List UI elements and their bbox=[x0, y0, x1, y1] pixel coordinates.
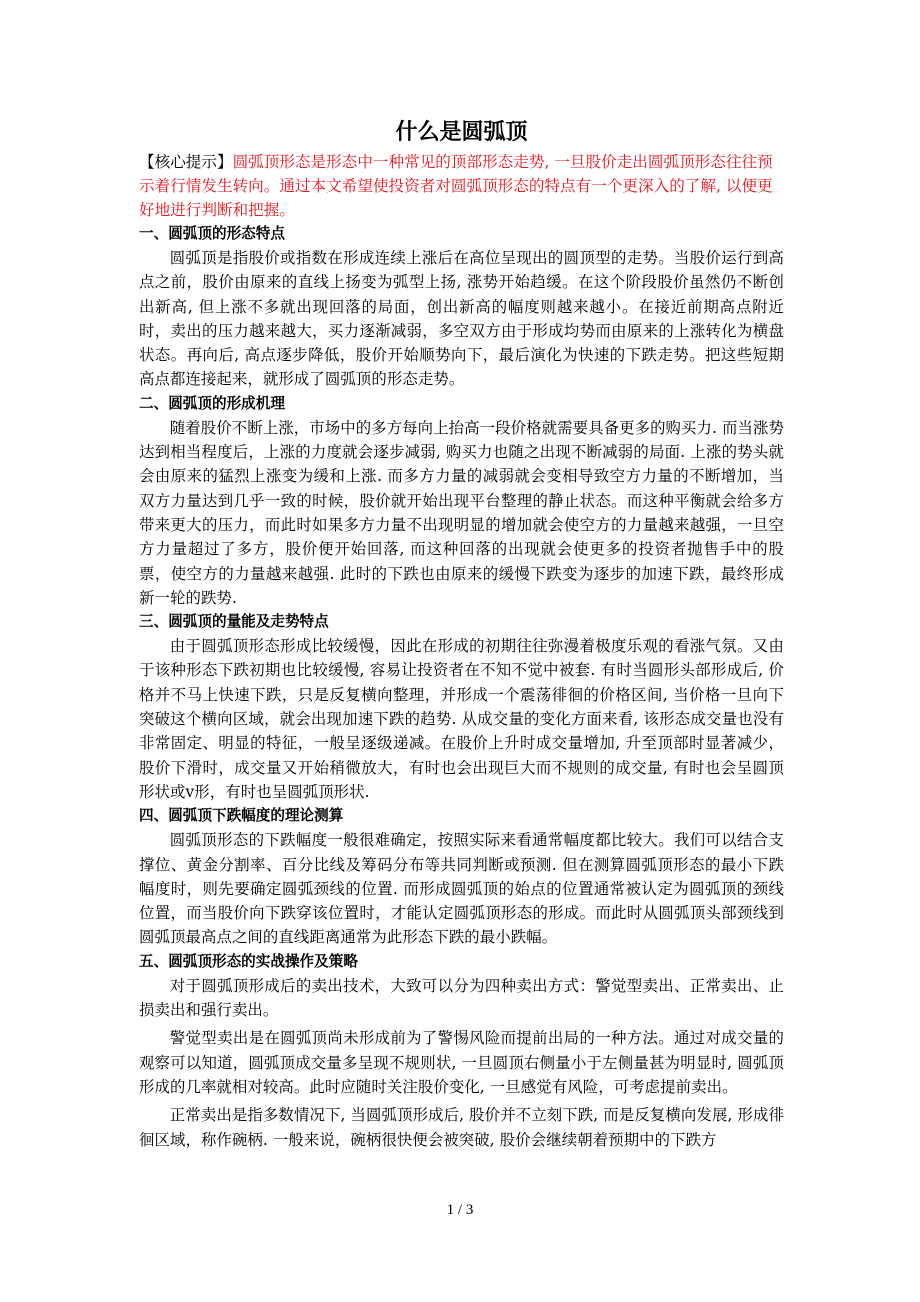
section-paragraph: 对于圆弧顶形成后的卖出技术，大致可以分为四种卖出方式：警觉型卖出、正常卖出、止损卖出和强行卖出。 bbox=[139, 976, 784, 1020]
section-paragraph: 正常卖出是指多数情况下, 当圆弧顶形成后, 股价并不立刻下跌, 而是反复横向发展, 形成徘徊区域，称作碗柄. 一般来说，碗柄很快便会被突破, 股价会继续朝着预期中的下跌方 bbox=[139, 1106, 784, 1149]
page-number: 1 / 3 bbox=[446, 1202, 474, 1218]
section-heading: 五、圆弧顶形态的实战操作及策略 bbox=[139, 952, 358, 970]
section-2 bbox=[139, 392, 784, 610]
section-heading: 一、圆弧顶的形态特点 bbox=[139, 225, 285, 242]
section-paragraph: 由于圆弧顶形态形成比较缓慢，因此在形成的初期往往弥漫着极度乐观的看涨气氛。又由于该种形态下跌初期也比较缓慢, 容易让投资者在不知不觉中被套. 有时当圆形头部形成后, 价格并不马上快速下跌，只是反复横向整理，并形成一个震荡徘徊的价格区间, 当价格一旦向下突破这个横向区域，就会出现加速下跌的趋势. 从成交量的变化方面来看, 该形态成交量也没有非常固定、明显的特征，一般呈逐级递减。在股价上升时成交量增加, 升至顶部时显著减少，股价下滑时，成交量又开始稍微放大，有时也会出现巨大而不规则的成交量, 有时也会呈圆顶形状或v形，有时也呈圆弧顶形状. bbox=[139, 637, 784, 801]
section-heading: 二、圆弧顶的形成机理 bbox=[139, 394, 285, 412]
document-page bbox=[139, 118, 784, 1152]
section-paragraph: 圆弧顶是指股价或指数在形成连续上涨后在高位呈现出的圆顶型的走势。当股价运行到高点之前，股价由原来的直线上扬变为弧型上扬, 涨势开始趋缓。在这个阶段股价虽然仍不断创出新高, 但上涨不多就出现回落的局面，创出新高的幅度则越来越小。在接近前期高点附近时，卖出的压力越来越大，买力逐渐减弱，多空双方由于形成均势而由原来的上涨转化为横盘状态。再向后, 高点逐步降低，股价开始顺势向下，最后演化为快速的下跌走势。把这些短期高点都连接起来，就形成了圆弧顶的形态走势。 bbox=[139, 249, 784, 389]
core-summary bbox=[139, 150, 784, 222]
section-5 bbox=[139, 950, 784, 1152]
section-paragraph: 随着股价不断上涨，市场中的多方每向上抬高一段价格就需要具备更多的购买力. 而当涨势达到相当程度后，上涨的力度就会逐步减弱, 购买力也随之出现不断减弱的局面. 上涨的势头就会由原来的猛烈上涨变为缓和上涨. 而多方力量的减弱就会变相导致空方力量的不断增加，当双方力量达到几乎一致的时候，股价就开始出现平台整理的静止状态。而这种平衡就会给多方带来更大的压力，而此时如果多方力量不出现明显的增加就会使空方的力量越来越强，一旦空方力量超过了多方，股价便开始回落, 而这种回落的出现就会使更多的投资者抛售手中的股票，使空方的力量越来越强. 此时的下跌也由原来的缓慢下跌变为逐步的加速下跌，最终形成新一轮的跌势. bbox=[139, 418, 784, 607]
section-paragraph: 圆弧顶形态的下跌幅度一般很难确定，按照实际来看通常幅度都比较大。我们可以结合支撑位、黄金分割率、百分比线及筹码分布等共同判断或预测. 但在测算圆弧顶形态的最小下跌幅度时，则先要确定圆弧颈线的位置. 而形成圆弧顶的始点的位置通常被认定为圆弧顶的颈线位置，而当股价向下跌穿该位置时，才能认定圆弧顶形态的形成。而此时从圆弧顶头部颈线到圆弧顶最高点之间的直线距离通常为此形态下跌的最小跌幅。 bbox=[139, 831, 784, 947]
section-1 bbox=[139, 222, 784, 392]
document-title: 什么是圆弧顶 bbox=[395, 120, 528, 145]
summary-label: 【核心提示】 bbox=[139, 153, 233, 171]
section-3 bbox=[139, 610, 784, 804]
section-heading: 三、圆弧顶的量能及走势特点 bbox=[139, 613, 329, 631]
section-4 bbox=[139, 804, 784, 949]
section-heading: 四、圆弧顶下跌幅度的理论测算 bbox=[139, 807, 344, 825]
summary-text: 圆弧顶形态是形态中一种常见的顶部形态走势, 一旦股价走出圆弧顶形态往往预示着行情发生转向。通过本文希望使投资者对圆弧顶形态的特点有一个更深入的了解, 以便更好地进行判断和把握。 bbox=[139, 153, 773, 219]
section-paragraph: 警觉型卖出是在圆弧顶尚未形成前为了警惕风险而提前出局的一种方法。通过对成交量的观察可以知道，圆弧顶成交量多呈现不规则状, 一旦圆顶右侧量小于左侧量甚为明显时, 圆弧顶形成的几率就相对较高。此时应随时关注股价变化, 一旦感觉有风险，可考虑提前卖出。 bbox=[139, 1029, 784, 1096]
